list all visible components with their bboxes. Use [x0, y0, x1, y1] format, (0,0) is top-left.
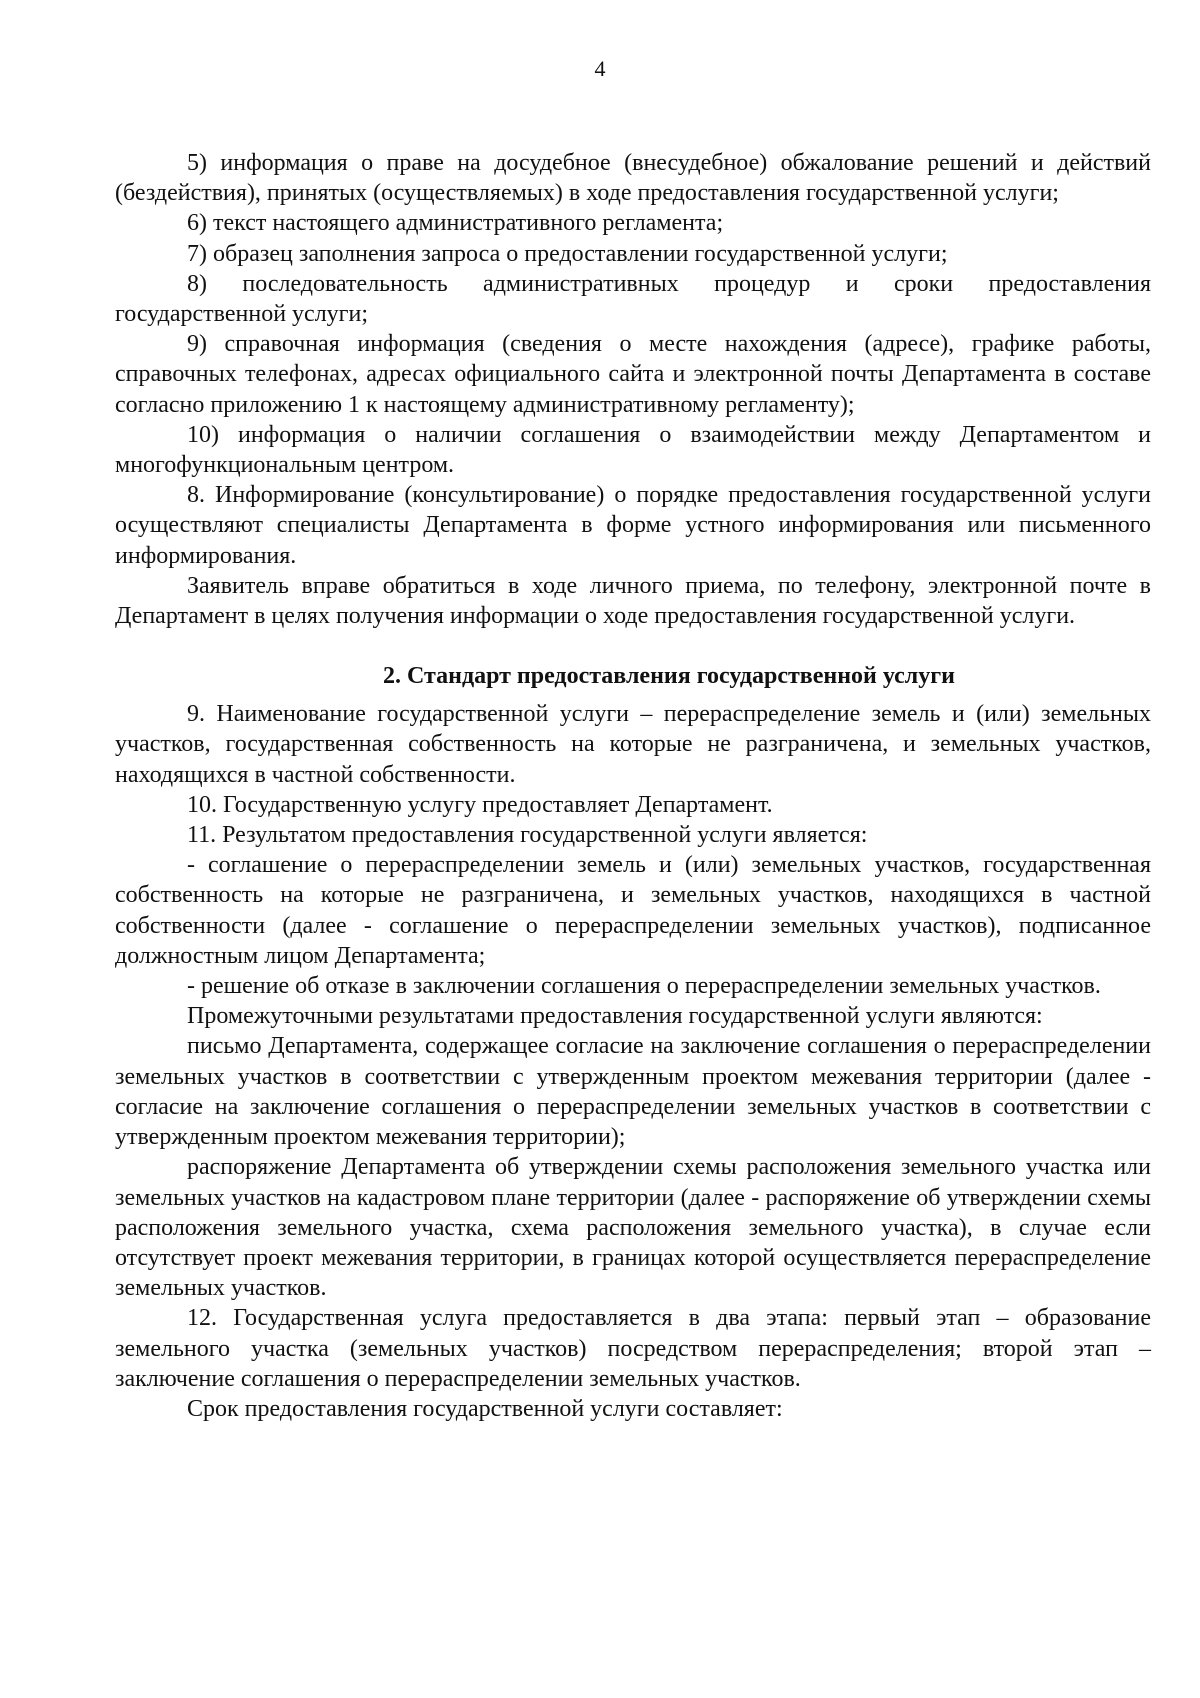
paragraph-intermediate-results: Промежуточными результатами предоставления государственной услуги являются: — [187, 1003, 1043, 1030]
page-number: 4 — [594, 56, 606, 81]
paragraph-clause-9: 9. Наименование государственной услуги – перераспределение земель и (или) земельных участков, государственная собственность на которые не разграничена, и земельных участков, находящихся в частной собственности. — [115, 701, 1151, 788]
paragraph-scheme-order: распоряжение Департамента об утверждении схемы расположения земельного участка или земельных участков на кадастровом плане территории (далее - распоряжение об утверждении схемы расположения земельного участка, схема расположения земельного участка), в случае если отсутствует проект межевания территории, в границах которой осуществляется перераспределение земельных участков. — [115, 1154, 1151, 1302]
paragraph-clause-10: 10. Государственную услугу предоставляет Департамент. — [187, 791, 773, 818]
paragraph-letter-consent: письмо Департамента, содержащее согласие на заключение соглашения о перераспределении земельных участков в соответствии с утвержденным проектом межевания территории (далее - согласие на заключение соглашения о перераспределении земельных участков в соответствии с утвержденным проектом межевания территории); — [115, 1033, 1151, 1151]
paragraph-clause-12: 12. Государственная услуга предоставляется в два этапа: первый этап – образование земельного участка (земельных участков) посредством перераспределения; второй этап – заключение соглашения о перераспределении земельных участков. — [115, 1305, 1151, 1392]
paragraph-result-refusal: - решение об отказе в заключении соглашения о перераспределении земельных участков. — [187, 973, 1101, 1000]
paragraph-clause-11: 11. Результатом предоставления государственной услуги является: — [187, 822, 868, 849]
paragraph-item-8: 8) последовательность административных процедур и сроки предоставления государственной услуги; — [115, 270, 1151, 328]
paragraph-item-5: 5) информация о праве на досудебное (внесудебное) обжалование решений и действий (бездействия), принятых (осуществляемых) в ходе предоставления государственной услуги; — [115, 150, 1151, 207]
paragraph-clause-8: 8. Информирование (консультирование) о порядке предоставления государственной услуги осуществляют специалисты Департамента в форме устного информирования или письменного информирования. — [115, 482, 1151, 569]
paragraph-item-6: 6) текст настоящего административного регламента; — [187, 210, 724, 237]
paragraph-item-7: 7) образец заполнения запроса о предоставлении государственной услуги; — [187, 240, 948, 267]
document-body — [115, 148, 1151, 1424]
paragraph-applicant-right: Заявитель вправе обратиться в ходе личного приема, по телефону, электронной почте в Департамент в целях получения информации о ходе предоставления государственной услуги. — [115, 572, 1151, 630]
paragraph-item-9: 9) справочная информация (сведения о месте нахождения (адресе), графике работы, справочных телефонах, адресах официального сайта и электронной почты Департамента в составе согласно приложению 1 к настоящему административному регламенту); — [115, 331, 1151, 418]
paragraph-item-10: 10) информация о наличии соглашения о взаимодействии между Департаментом и многофункциональным центром. — [115, 421, 1151, 479]
paragraph-result-agreement: - соглашение о перераспределении земель и (или) земельных участков, государственная собственность на которые не разграничена, и земельных участков, находящихся в частной собственности (далее - соглашение о перераспределении земельных участков), подписанное должностным лицом Департамента; — [115, 852, 1151, 969]
paragraph-term: Срок предоставления государственной услуги составляет: — [187, 1395, 783, 1422]
section-heading: 2. Стандарт предоставления государственной услуги — [383, 663, 955, 690]
